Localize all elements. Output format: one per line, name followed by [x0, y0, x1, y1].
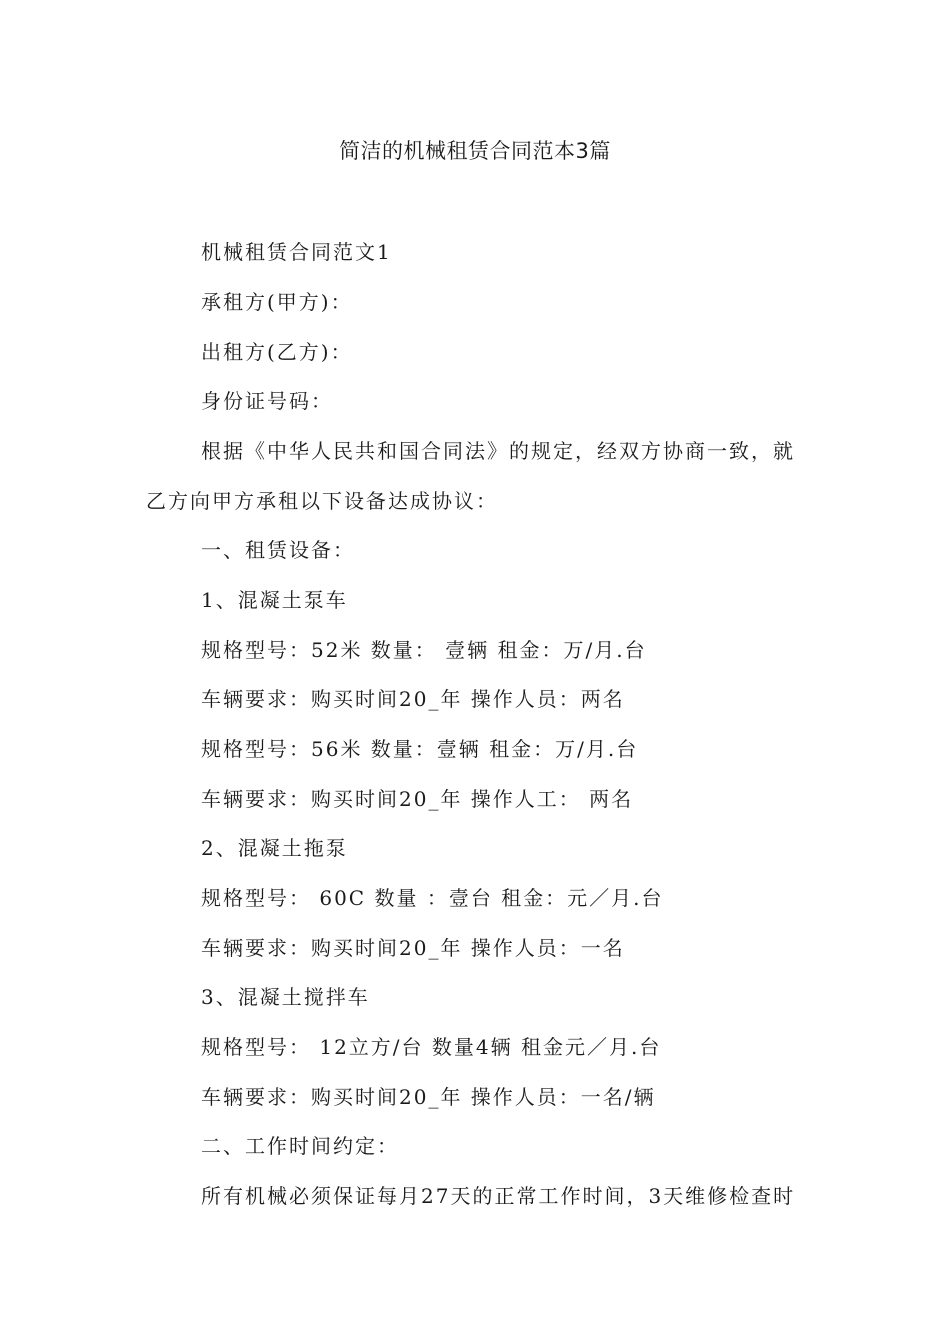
spec-line: 规格型号：52米 数量： 壹辆 租金：万/月.台: [201, 638, 647, 662]
paragraph-line: 根据《中华人民共和国合同法》的规定，经双方协商一致，就: [201, 439, 795, 463]
item-heading: 2、混凝土拖泵: [201, 836, 348, 860]
requirement-line: 车辆要求：购买时间20_年 操作人工： 两名: [201, 787, 634, 811]
document-title: 简洁的机械租赁合同范本3篇: [339, 139, 611, 163]
lessor-field: 出租方(乙方)：: [201, 340, 353, 364]
requirement-line: 车辆要求：购买时间20_年 操作人员：一名: [201, 936, 625, 960]
section-heading: 机械租赁合同范文1: [201, 240, 392, 264]
requirement-line: 车辆要求：购买时间20_年 操作人员：一名/辆: [201, 1085, 656, 1109]
spec-line: 规格型号： 60C 数量 ：壹台 租金：元／月.台: [201, 886, 664, 910]
id-number-field: 身份证号码：: [201, 389, 333, 413]
item-heading: 1、混凝土泵车: [201, 588, 348, 612]
item-heading: 3、混凝土搅拌车: [201, 985, 370, 1009]
requirement-line: 车辆要求：购买时间20_年 操作人员：两名: [201, 687, 625, 711]
paragraph-line: 所有机械必须保证每月27天的正常工作时间，3天维修检查时: [201, 1184, 796, 1208]
spec-line: 规格型号： 12立方/台 数量4辆 租金元／月.台: [201, 1035, 662, 1059]
clause-heading: 二、工作时间约定：: [201, 1134, 399, 1158]
paragraph-line: 乙方向甲方承租以下设备达成协议：: [146, 489, 498, 513]
lessee-field: 承租方(甲方)：: [201, 290, 353, 314]
spec-line: 规格型号：56米 数量：壹辆 租金：万/月.台: [201, 737, 639, 761]
clause-heading: 一、租赁设备：: [201, 538, 355, 562]
